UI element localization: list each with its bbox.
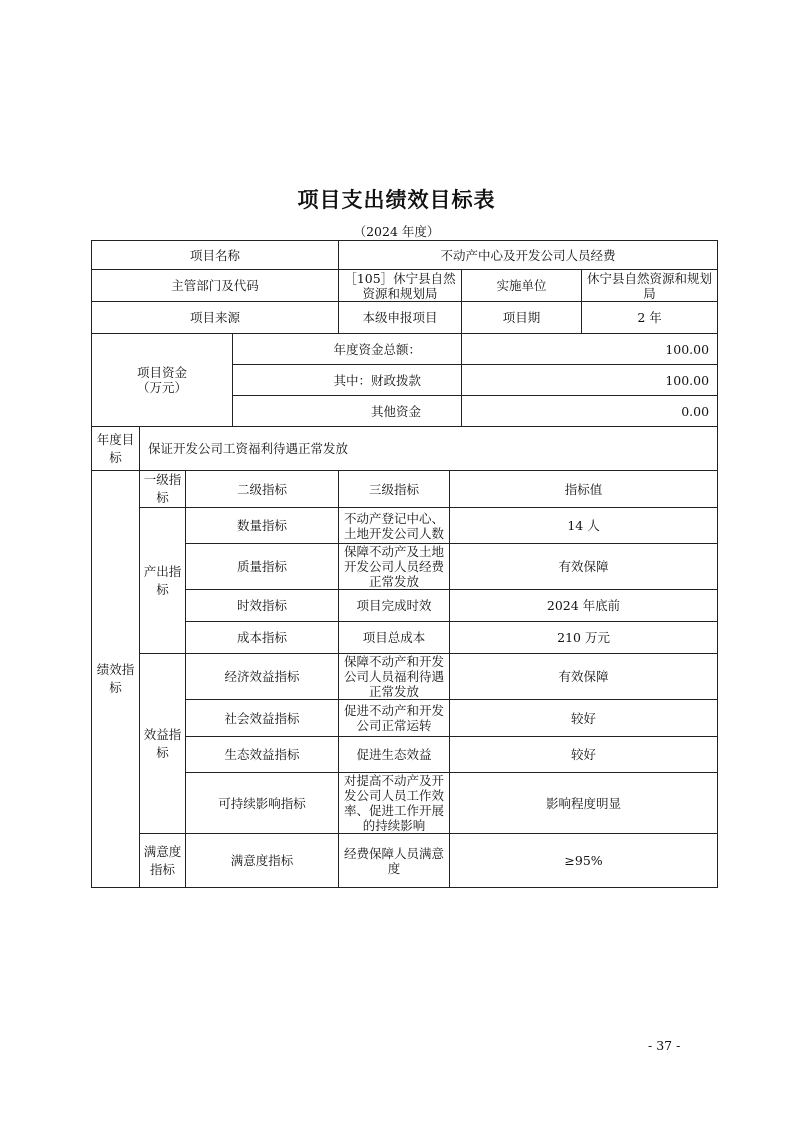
header-level1: 一级指标: [140, 471, 186, 508]
funds-label: 项目资金: [136, 365, 187, 380]
period-label: 项目期: [462, 302, 582, 334]
level3-cell: 保障不动产及土地开发公司人员经费正常发放: [339, 544, 450, 590]
source-value: 本级申报项目: [339, 302, 462, 334]
row-fund-total: [92, 334, 718, 365]
table-row: [92, 834, 718, 888]
source-label: 项目来源: [92, 302, 339, 334]
department-value: ［105］休宁县自然资源和规划局: [339, 270, 462, 302]
annual-goal-label: 年度目标: [92, 427, 140, 471]
level3-cell: 对提高不动产及开发公司人员工作效率、促进工作开展的持续影响: [339, 773, 450, 834]
funds-unit: （万元）: [136, 380, 187, 395]
value-cell: 有效保障: [450, 544, 718, 590]
fund-total-value: 100.00: [462, 334, 718, 365]
level2-cell: 可持续影响指标: [186, 773, 339, 834]
benefit-label: 效益指标: [140, 654, 186, 834]
level2-cell: 经济效益指标: [186, 654, 339, 700]
level2-cell: 质量指标: [186, 544, 339, 590]
value-cell: 较好: [450, 737, 718, 773]
implementing-unit-label: 实施单位: [462, 270, 582, 302]
project-name-label: 项目名称: [92, 241, 339, 270]
header-level2: 二级指标: [186, 471, 339, 508]
level3-cell: 保障不动产和开发公司人员福利待遇正常发放: [339, 654, 450, 700]
funds-label-cell: [92, 334, 233, 427]
output-label: 产出指标: [140, 508, 186, 654]
level2-cell: 社会效益指标: [186, 700, 339, 737]
performance-label: 绩效指标: [92, 471, 140, 888]
header-value: 指标值: [450, 471, 718, 508]
project-name-value: 不动产中心及开发公司人员经费: [339, 241, 718, 270]
table-row: [92, 700, 718, 737]
value-cell: 2024 年底前: [450, 590, 718, 622]
level2-cell: 数量指标: [186, 508, 339, 544]
page-title: 项目支出绩效目标表: [297, 188, 496, 212]
level3-cell: 经费保障人员满意度: [339, 834, 450, 888]
value-cell: 有效保障: [450, 654, 718, 700]
table-row: [92, 622, 718, 654]
page-number: - 37 -: [648, 1038, 681, 1053]
row-indicator-header: [92, 471, 718, 508]
page-subtitle: （2024 年度）: [353, 224, 440, 239]
value-cell: 14 人: [450, 508, 718, 544]
fund-other-value: 0.00: [462, 396, 718, 427]
level3-cell: 项目总成本: [339, 622, 450, 654]
value-cell: 影响程度明显: [450, 773, 718, 834]
level3-cell: 促进不动产和开发公司正常运转: [339, 700, 450, 737]
row-department: [92, 270, 718, 302]
table-row: [92, 590, 718, 622]
fund-other-label: 其他资金: [233, 396, 462, 427]
level2-cell: 满意度指标: [186, 834, 339, 888]
level3-cell: 促进生态效益: [339, 737, 450, 773]
level3-cell: 项目完成时效: [339, 590, 450, 622]
row-annual-goal: [92, 427, 718, 471]
period-value: 2 年: [582, 302, 718, 334]
row-source: [92, 302, 718, 334]
table-row: [92, 737, 718, 773]
row-project-name: [92, 241, 718, 270]
table-row: [92, 654, 718, 700]
level3-cell: 不动产登记中心、土地开发公司人数: [339, 508, 450, 544]
table-row: [92, 544, 718, 590]
fund-fiscal-label: 其中：财政拨款: [233, 365, 462, 396]
annual-goal-value: 保证开发公司工资福利待遇正常发放: [140, 427, 718, 471]
implementing-unit-value: 休宁县自然资源和规划局: [582, 270, 718, 302]
department-label: 主管部门及代码: [92, 270, 339, 302]
performance-target-table: [91, 240, 718, 888]
header-level3: 三级指标: [339, 471, 450, 508]
table-row: [92, 773, 718, 834]
value-cell: 较好: [450, 700, 718, 737]
level2-cell: 生态效益指标: [186, 737, 339, 773]
fund-fiscal-value: 100.00: [462, 365, 718, 396]
value-cell: ≥95%: [450, 834, 718, 888]
satisfaction-label: 满意度指标: [140, 834, 186, 888]
value-cell: 210 万元: [450, 622, 718, 654]
fund-total-label: 年度资金总额：: [233, 334, 462, 365]
table-row: [92, 508, 718, 544]
level2-cell: 成本指标: [186, 622, 339, 654]
level2-cell: 时效指标: [186, 590, 339, 622]
